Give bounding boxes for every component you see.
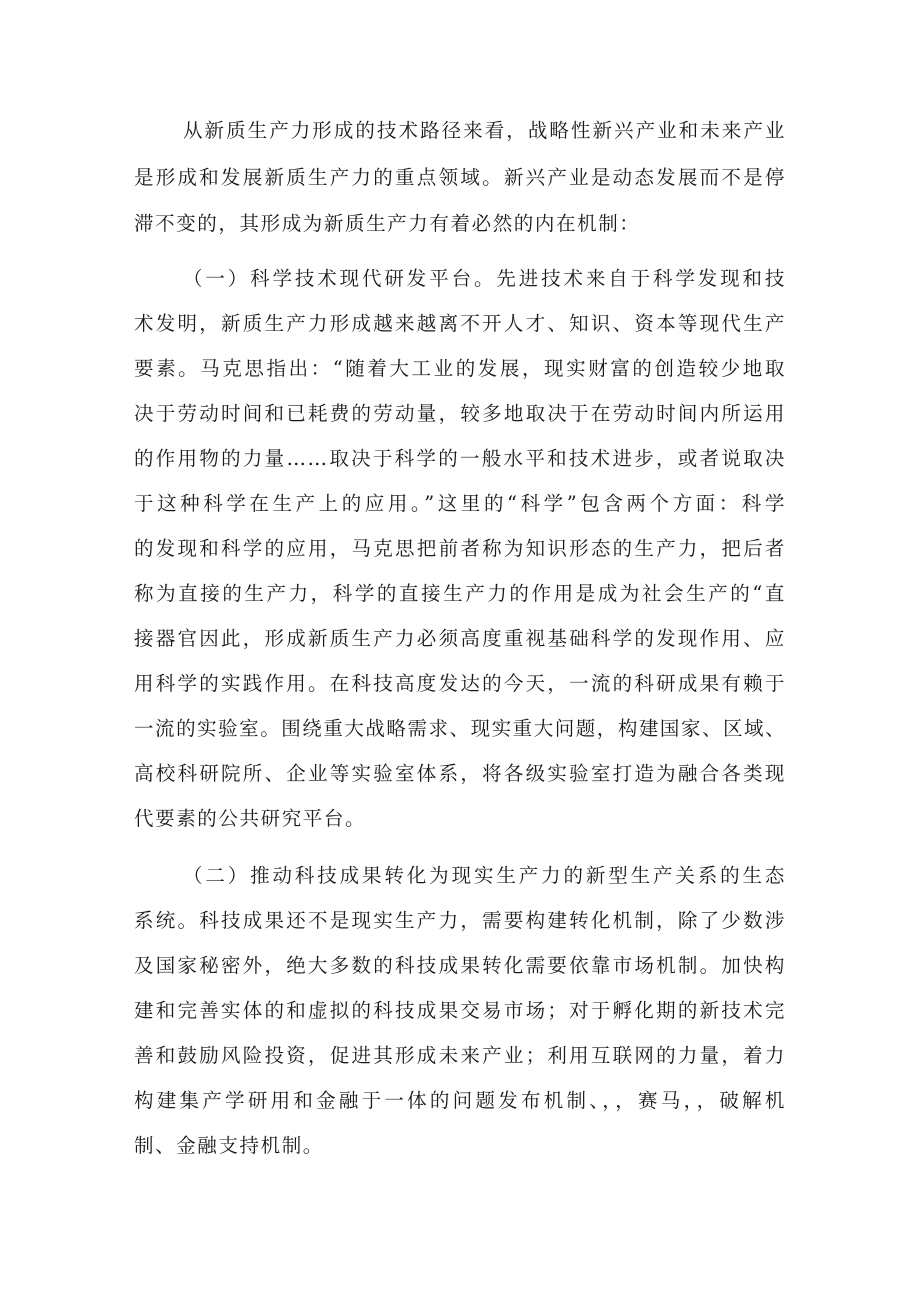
text-line: 系统。科技成果还不是现实生产力，需要构建转化机制，除了少数涉 [134, 909, 786, 932]
text-line: 要素。马克思指出：“随着大工业的发展，现实财富的创造较少地取 [134, 357, 786, 380]
text-line: 于这种科学在生产上的应用。”这里的“科学”包含两个方面：科学 [134, 492, 786, 515]
text-line: （一）科学技术现代研发平台。先进技术来自于科学发现和技 [183, 267, 786, 290]
text-line: 称为直接的生产力，科学的直接生产力的作用是成为社会生产的“直 [134, 582, 786, 605]
text-line: 接器官因此，形成新质生产力必须高度重视基础科学的发现作用、应 [134, 627, 786, 650]
text-line: 善和鼓励风险投资，促进其形成未来产业；利用互联网的力量，着力 [134, 1044, 786, 1067]
text-line: 制、金融支持机制。 [134, 1134, 324, 1157]
text-line: 是形成和发展新质生产力的重点领域。新兴产业是动态发展而不是停 [134, 166, 786, 189]
text-line: 高校科研院所、企业等实验室体系，将各级实验室打造为融合各类现 [134, 762, 786, 785]
text-line: 构建集产学研用和金融于一体的问题发布机制、，，赛马，，破解机 [134, 1089, 786, 1112]
text-line: 的发现和科学的应用，马克思把前者称为知识形态的生产力，把后者 [134, 537, 786, 560]
text-line: 及国家秘密外，绝大多数的科技成果转化需要依靠市场机制。加快构 [134, 954, 786, 977]
text-line: 代要素的公共研究平台。 [134, 807, 367, 830]
text-line: 用科学的实践作用。在科技高度发达的今天，一流的科研成果有赖于 [134, 672, 786, 695]
text-line: （二）推动科技成果转化为现实生产力的新型生产关系的生态 [183, 864, 786, 887]
text-line: 从新质生产力形成的技术路径来看，战略性新兴产业和未来产业 [183, 119, 786, 142]
text-line: 滞不变的，其形成为新质生产力有着必然的内在机制： [134, 212, 641, 235]
text-line: 术发明，新质生产力形成越来越离不开人才、知识、资本等现代生产 [134, 312, 786, 335]
text-line: 决于劳动时间和已耗费的劳动量，较多地取决于在劳动时间内所运用 [134, 402, 786, 425]
text-line: 建和完善实体的和虚拟的科技成果交易市场；对于孵化期的新技术完 [134, 999, 786, 1022]
text-line: 一流的实验室。围绕重大战略需求、现实重大问题，构建国家、区域、 [134, 717, 786, 740]
text-line: 的作用物的力量……取决于科学的一般水平和技术进步，或者说取决 [134, 447, 786, 470]
